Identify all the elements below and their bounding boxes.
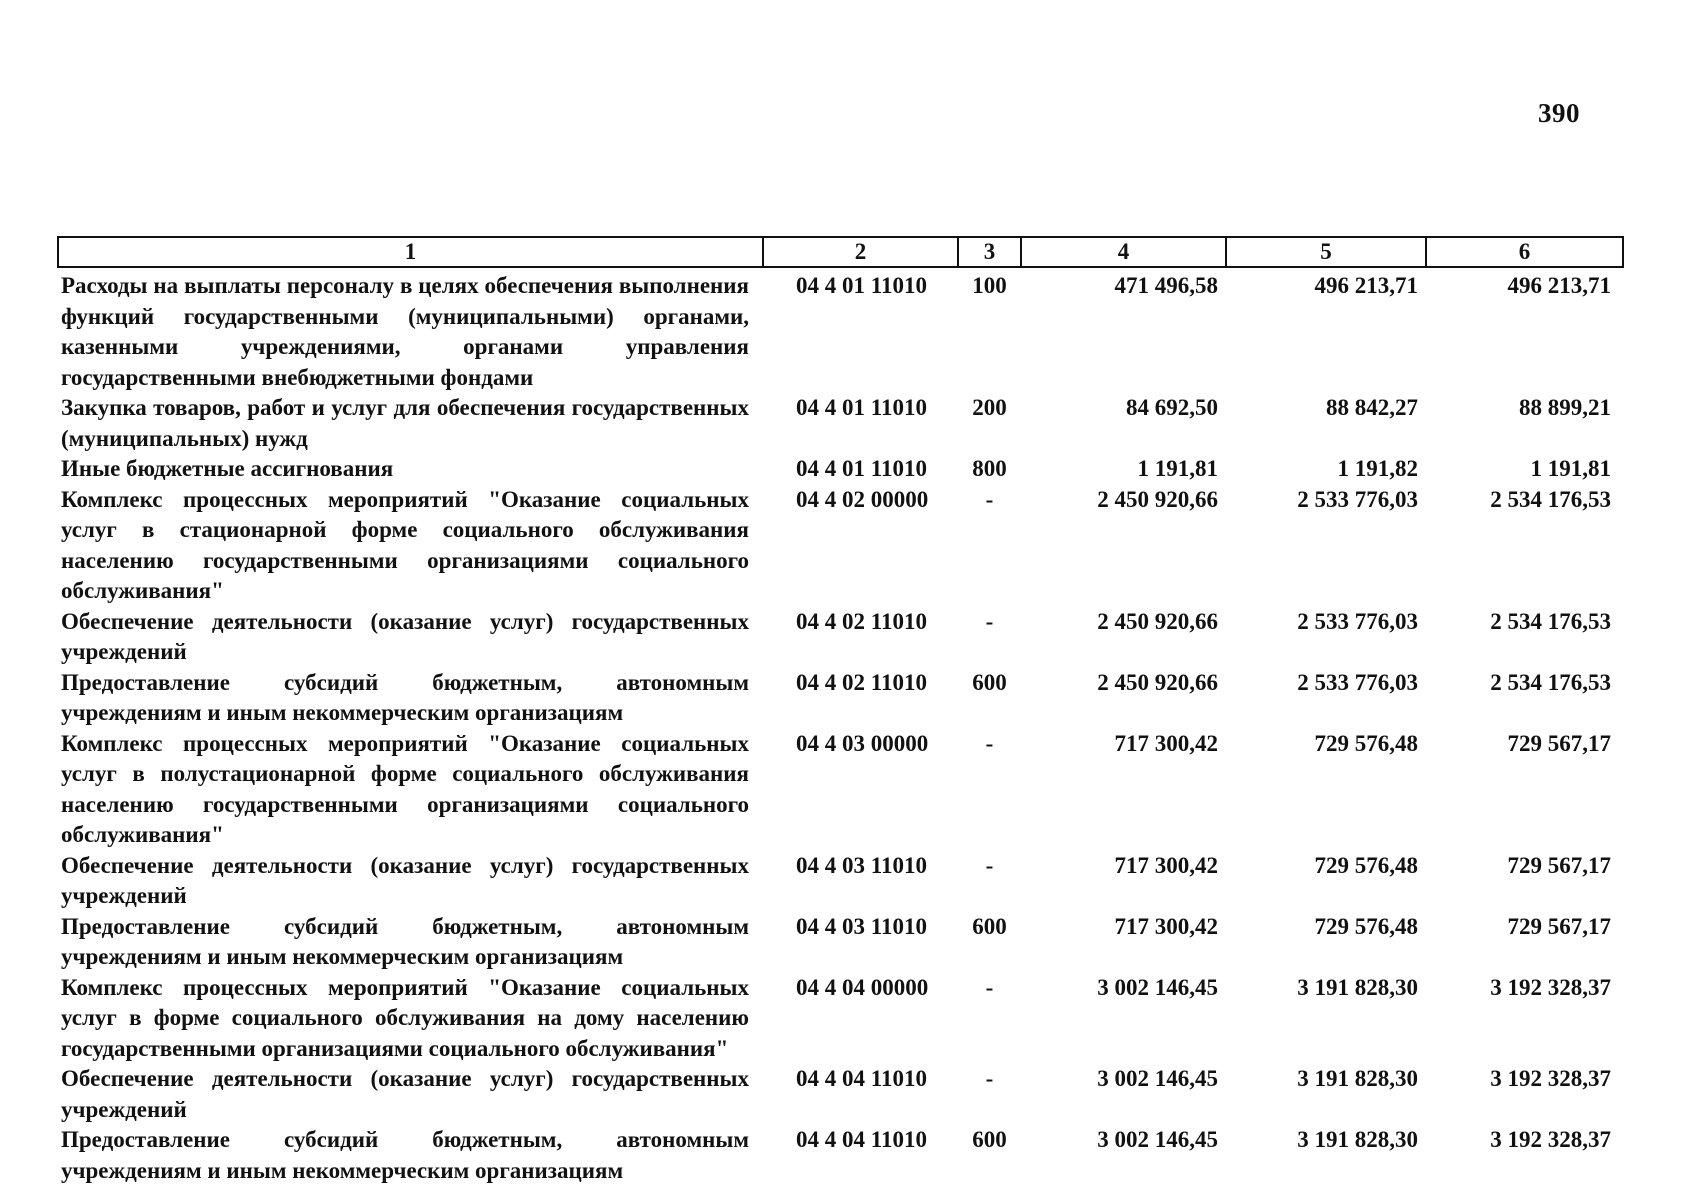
table-row bbox=[58, 267, 1623, 393]
row-value-col5: 729 576,48 bbox=[1314, 852, 1418, 878]
row-value-col6: 3 192 328,37 bbox=[1490, 974, 1611, 1000]
row-value-col6: 2 534 176,53 bbox=[1490, 608, 1611, 634]
row-value-col6: 88 899,21 bbox=[1519, 395, 1611, 420]
row-value-col4: 1 191,81 bbox=[1137, 456, 1218, 481]
row-expense-type: - bbox=[985, 608, 994, 634]
row-value-col5: 2 533 776,03 bbox=[1297, 669, 1418, 695]
row-expense-type: 200 bbox=[972, 395, 1007, 420]
row-value-col5: 1 191,82 bbox=[1337, 456, 1418, 481]
table-row bbox=[58, 454, 1623, 485]
row-expense-type: - bbox=[985, 486, 994, 512]
row-code: 04 4 01 11010 bbox=[796, 456, 927, 481]
row-value-col4: 3 002 146,45 bbox=[1097, 974, 1218, 1000]
row-code: 04 4 02 11010 bbox=[796, 669, 927, 695]
row-expense-type: - bbox=[985, 1066, 994, 1091]
table-row bbox=[58, 1125, 1623, 1186]
table-row bbox=[58, 668, 1623, 729]
row-value-col6: 2 534 176,53 bbox=[1490, 669, 1611, 695]
table-row bbox=[58, 973, 1623, 1065]
row-value-col4: 3 002 146,45 bbox=[1097, 1127, 1218, 1152]
row-name: Комплекс процессных мероприятий "Оказание социальных услуг в стационарной форме социального обслуживания населению государственными организациями социального обслуживания" bbox=[61, 486, 749, 603]
row-code: 04 4 01 11010 bbox=[796, 395, 927, 420]
row-value-col5: 3 191 828,30 bbox=[1297, 1066, 1418, 1091]
row-name: Иные бюджетные ассигнования bbox=[61, 456, 394, 481]
row-code: 04 4 04 11010 bbox=[796, 1127, 927, 1152]
row-value-col4: 84 692,50 bbox=[1126, 395, 1218, 420]
row-value-col4: 717 300,42 bbox=[1114, 913, 1218, 939]
header-col-4: 4 bbox=[1021, 237, 1226, 267]
table-row bbox=[58, 729, 1623, 851]
row-name: Комплекс процессных мероприятий "Оказание социальных услуг в форме социального обслуживания на дому населению государственными организациями социального обслуживания" bbox=[61, 974, 749, 1061]
table-row bbox=[58, 851, 1623, 912]
row-name: Обеспечение деятельности (оказание услуг) государственных учреждений bbox=[61, 608, 749, 664]
row-expense-type: - bbox=[985, 852, 994, 878]
row-value-col6: 3 192 328,37 bbox=[1490, 1127, 1611, 1152]
row-code: 04 4 02 00000 bbox=[796, 486, 929, 512]
row-value-col5: 3 191 828,30 bbox=[1297, 974, 1418, 1000]
row-expense-type: - bbox=[985, 730, 994, 756]
row-value-col5: 3 191 828,30 bbox=[1297, 1127, 1418, 1152]
row-name: Расходы на выплаты персоналу в целях обеспечения выполнения функций государственными (муниципальными) органами, казенными учреждениями, органами управления государственными внебюджетными фондами bbox=[61, 273, 749, 390]
table-row bbox=[58, 485, 1623, 607]
row-code: 04 4 01 11010 bbox=[796, 273, 927, 298]
row-value-col5: 2 533 776,03 bbox=[1297, 608, 1418, 634]
row-name: Предоставление субсидий бюджетным, автономным учреждениям и иным некоммерческим организациям bbox=[61, 1127, 749, 1183]
row-value-col6: 2 534 176,53 bbox=[1490, 486, 1611, 512]
row-value-col6: 729 567,17 bbox=[1507, 913, 1611, 939]
row-code: 04 4 02 11010 bbox=[796, 608, 927, 634]
row-name: Обеспечение деятельности (оказание услуг) государственных учреждений bbox=[61, 1066, 749, 1122]
row-value-col6: 729 567,17 bbox=[1507, 730, 1611, 756]
budget-table bbox=[57, 236, 1624, 1186]
header-col-2: 2 bbox=[763, 237, 958, 267]
table-body bbox=[58, 267, 1623, 1186]
row-value-col5: 496 213,71 bbox=[1314, 273, 1418, 298]
row-value-col6: 1 191,81 bbox=[1530, 456, 1611, 481]
row-value-col4: 717 300,42 bbox=[1114, 852, 1218, 878]
row-value-col5: 729 576,48 bbox=[1314, 913, 1418, 939]
row-value-col5: 2 533 776,03 bbox=[1297, 486, 1418, 512]
header-col-1: 1 bbox=[58, 237, 763, 267]
row-value-col4: 717 300,42 bbox=[1114, 730, 1218, 756]
row-value-col6: 496 213,71 bbox=[1507, 273, 1611, 298]
row-value-col4: 3 002 146,45 bbox=[1097, 1066, 1218, 1091]
row-name: Предоставление субсидий бюджетным, автономным учреждениям и иным некоммерческим организациям bbox=[61, 669, 749, 725]
row-code: 04 4 04 00000 bbox=[796, 974, 929, 1000]
page-number: 390 bbox=[1538, 98, 1580, 128]
header-row bbox=[58, 237, 1623, 267]
row-value-col5: 729 576,48 bbox=[1314, 730, 1418, 756]
row-code: 04 4 03 11010 bbox=[796, 913, 927, 939]
row-code: 04 4 03 00000 bbox=[796, 730, 929, 756]
row-value-col6: 729 567,17 bbox=[1507, 852, 1611, 878]
table-row bbox=[58, 912, 1623, 973]
row-expense-type: 800 bbox=[972, 456, 1007, 481]
table-row bbox=[58, 607, 1623, 668]
row-expense-type: 100 bbox=[972, 273, 1007, 298]
table-row bbox=[58, 393, 1623, 454]
row-value-col4: 2 450 920,66 bbox=[1097, 669, 1218, 695]
row-expense-type: 600 bbox=[972, 1127, 1007, 1152]
row-value-col4: 2 450 920,66 bbox=[1097, 608, 1218, 634]
header-col-6: 6 bbox=[1426, 237, 1623, 267]
row-value-col5: 88 842,27 bbox=[1326, 395, 1418, 420]
row-value-col4: 471 496,58 bbox=[1114, 273, 1218, 298]
table-row bbox=[58, 1064, 1623, 1125]
header-col-5: 5 bbox=[1226, 237, 1426, 267]
row-value-col4: 2 450 920,66 bbox=[1097, 486, 1218, 512]
row-name: Предоставление субсидий бюджетным, автономным учреждениям и иным некоммерческим организациям bbox=[61, 913, 749, 969]
row-expense-type: - bbox=[985, 974, 994, 1000]
header-col-3: 3 bbox=[958, 237, 1021, 267]
table-header bbox=[58, 237, 1623, 267]
row-value-col6: 3 192 328,37 bbox=[1490, 1066, 1611, 1091]
row-name: Комплекс процессных мероприятий "Оказание социальных услуг в полустационарной форме социального обслуживания населению государственными организациями социального обслуживания" bbox=[61, 730, 749, 847]
row-code: 04 4 03 11010 bbox=[796, 852, 927, 878]
row-expense-type: 600 bbox=[972, 669, 1007, 695]
row-name: Обеспечение деятельности (оказание услуг) государственных учреждений bbox=[61, 852, 749, 908]
row-name: Закупка товаров, работ и услуг для обеспечения государственных (муниципальных) нужд bbox=[61, 395, 749, 451]
row-code: 04 4 04 11010 bbox=[796, 1066, 927, 1091]
row-expense-type: 600 bbox=[972, 913, 1007, 939]
